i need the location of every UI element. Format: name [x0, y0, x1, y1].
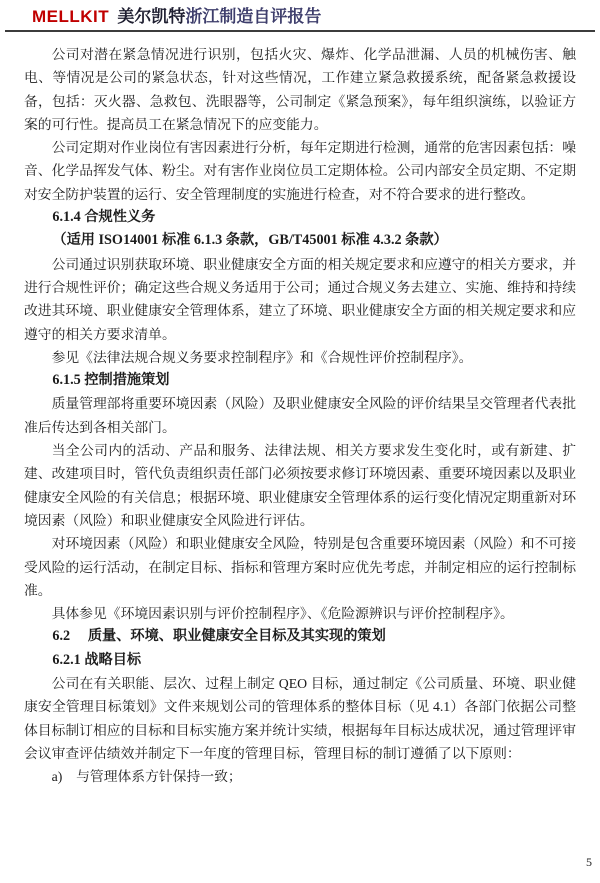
page-header: [5, 0, 595, 32]
document-body: [24, 43, 576, 789]
paragraph-hazard-analysis: 公司定期对作业岗位有害因素进行分析，每年定期进行检测，通常的危害因素包括：噪音、化学品挥发气体、粉尘。对有害作业岗位员工定期体检。公司内部安全员定期、不定期对安全防护装置的运行、安全管理制度的实施进行检查，对不符合要求的进行整改。: [24, 140, 576, 202]
paragraph-emergency-response: 公司对潜在紧急情况进行识别，包括火灾、爆炸、化学品泄漏、人员的机械伤害、触电、等情况是公司的紧急状态，针对这些情况，工作建立紧急救援系统，配备紧急救援设备，包括：灭火器、急救包、洗眼器等，公司制定《紧急预案》，每年组织演练，以验证方案的可行性。提高员工在紧急情况下的应变能力。: [24, 47, 576, 132]
company-logo-text: MELLKIT: [32, 7, 110, 26]
section-heading-6-1-4: 6.1.4 合规性义务: [52, 209, 156, 226]
section-heading-6-2: 6.2 质量、环境、职业健康安全目标及其实现的策划: [52, 628, 386, 645]
company-name: 美尔凯特: [117, 7, 186, 26]
paragraph-control-measures-1: 质量管理部将重要环境因素（风险）及职业健康安全风险的评价结果呈交管理者代表批准后传达到各相关部门。: [24, 396, 576, 435]
document-title: 浙江制造自评报告: [185, 7, 322, 26]
section-6-1-4-scope-note: （适用 ISO14001 标准 6.1.3 条款，GB/T45001 标准 4.3.2 条款）: [52, 232, 448, 249]
paragraph-compliance-reference: 参见《法律法规合规义务要求控制程序》和《合规性评价控制程序》。: [51, 349, 473, 365]
paragraph-compliance-obligations: 公司通过识别获取环境、职业健康安全方面的相关规定要求和应遵守的相关方要求，并进行合规性评价；确定这些合规义务适用于公司；通过合规义务去建立、实施、维持和持续改进其环境、职业健康安全管理体系，建立了环境、职业健康安全方面的相关规定要求和应遵守的相关方要求清单。: [24, 256, 576, 342]
paragraph-control-measures-3: 对环境因素（风险）和职业健康安全风险，特别是包含重要环境因素（风险）和不可接受风险的运行活动，在制定目标、指标和管理方案时应优先考虑，并制定相应的运行控制标准。: [24, 536, 576, 598]
section-heading-6-1-5: 6.1.5 控制措施策划: [52, 372, 170, 389]
list-item-a: a) 与管理体系方针保持一致；: [51, 769, 242, 785]
paragraph-control-measures-2: 当全公司内的活动、产品和服务、法律法规、相关方要求发生变化时，或有新建、扩建、改建项目时，管代负责组织责任部门必须按要求修订环境因素、重要环境因素以及职业健康安全风险的有关信息；根据环境、职业健康安全管理体系的运行变化情况定期重新对环境因素（风险）和职业健康安全风险进行评估。: [24, 443, 576, 528]
paragraph-control-reference: 具体参见《环境因素识别与评价控制程序》、《危险源辨识与评价控制程序》。: [51, 606, 514, 622]
page-number: 5: [586, 855, 592, 869]
paragraph-strategic-objectives: 公司在有关职能、层次、过程上制定 QEO 目标，通过制定《公司质量、环境、职业健康安全管理目标策划》文件来规划公司的管理体系的整体目标（见 4.1）各部门依据公司整体目标制订相应的目标和目标实施方案并统计实绩，根据每年目标达成状况，通过管理评审会议审查评估绩效并制定下一年度的管理目标，管理目标的制订遵循了以下原则：: [24, 676, 576, 761]
section-heading-6-2-1: 6.2.1 战略目标: [52, 651, 142, 668]
